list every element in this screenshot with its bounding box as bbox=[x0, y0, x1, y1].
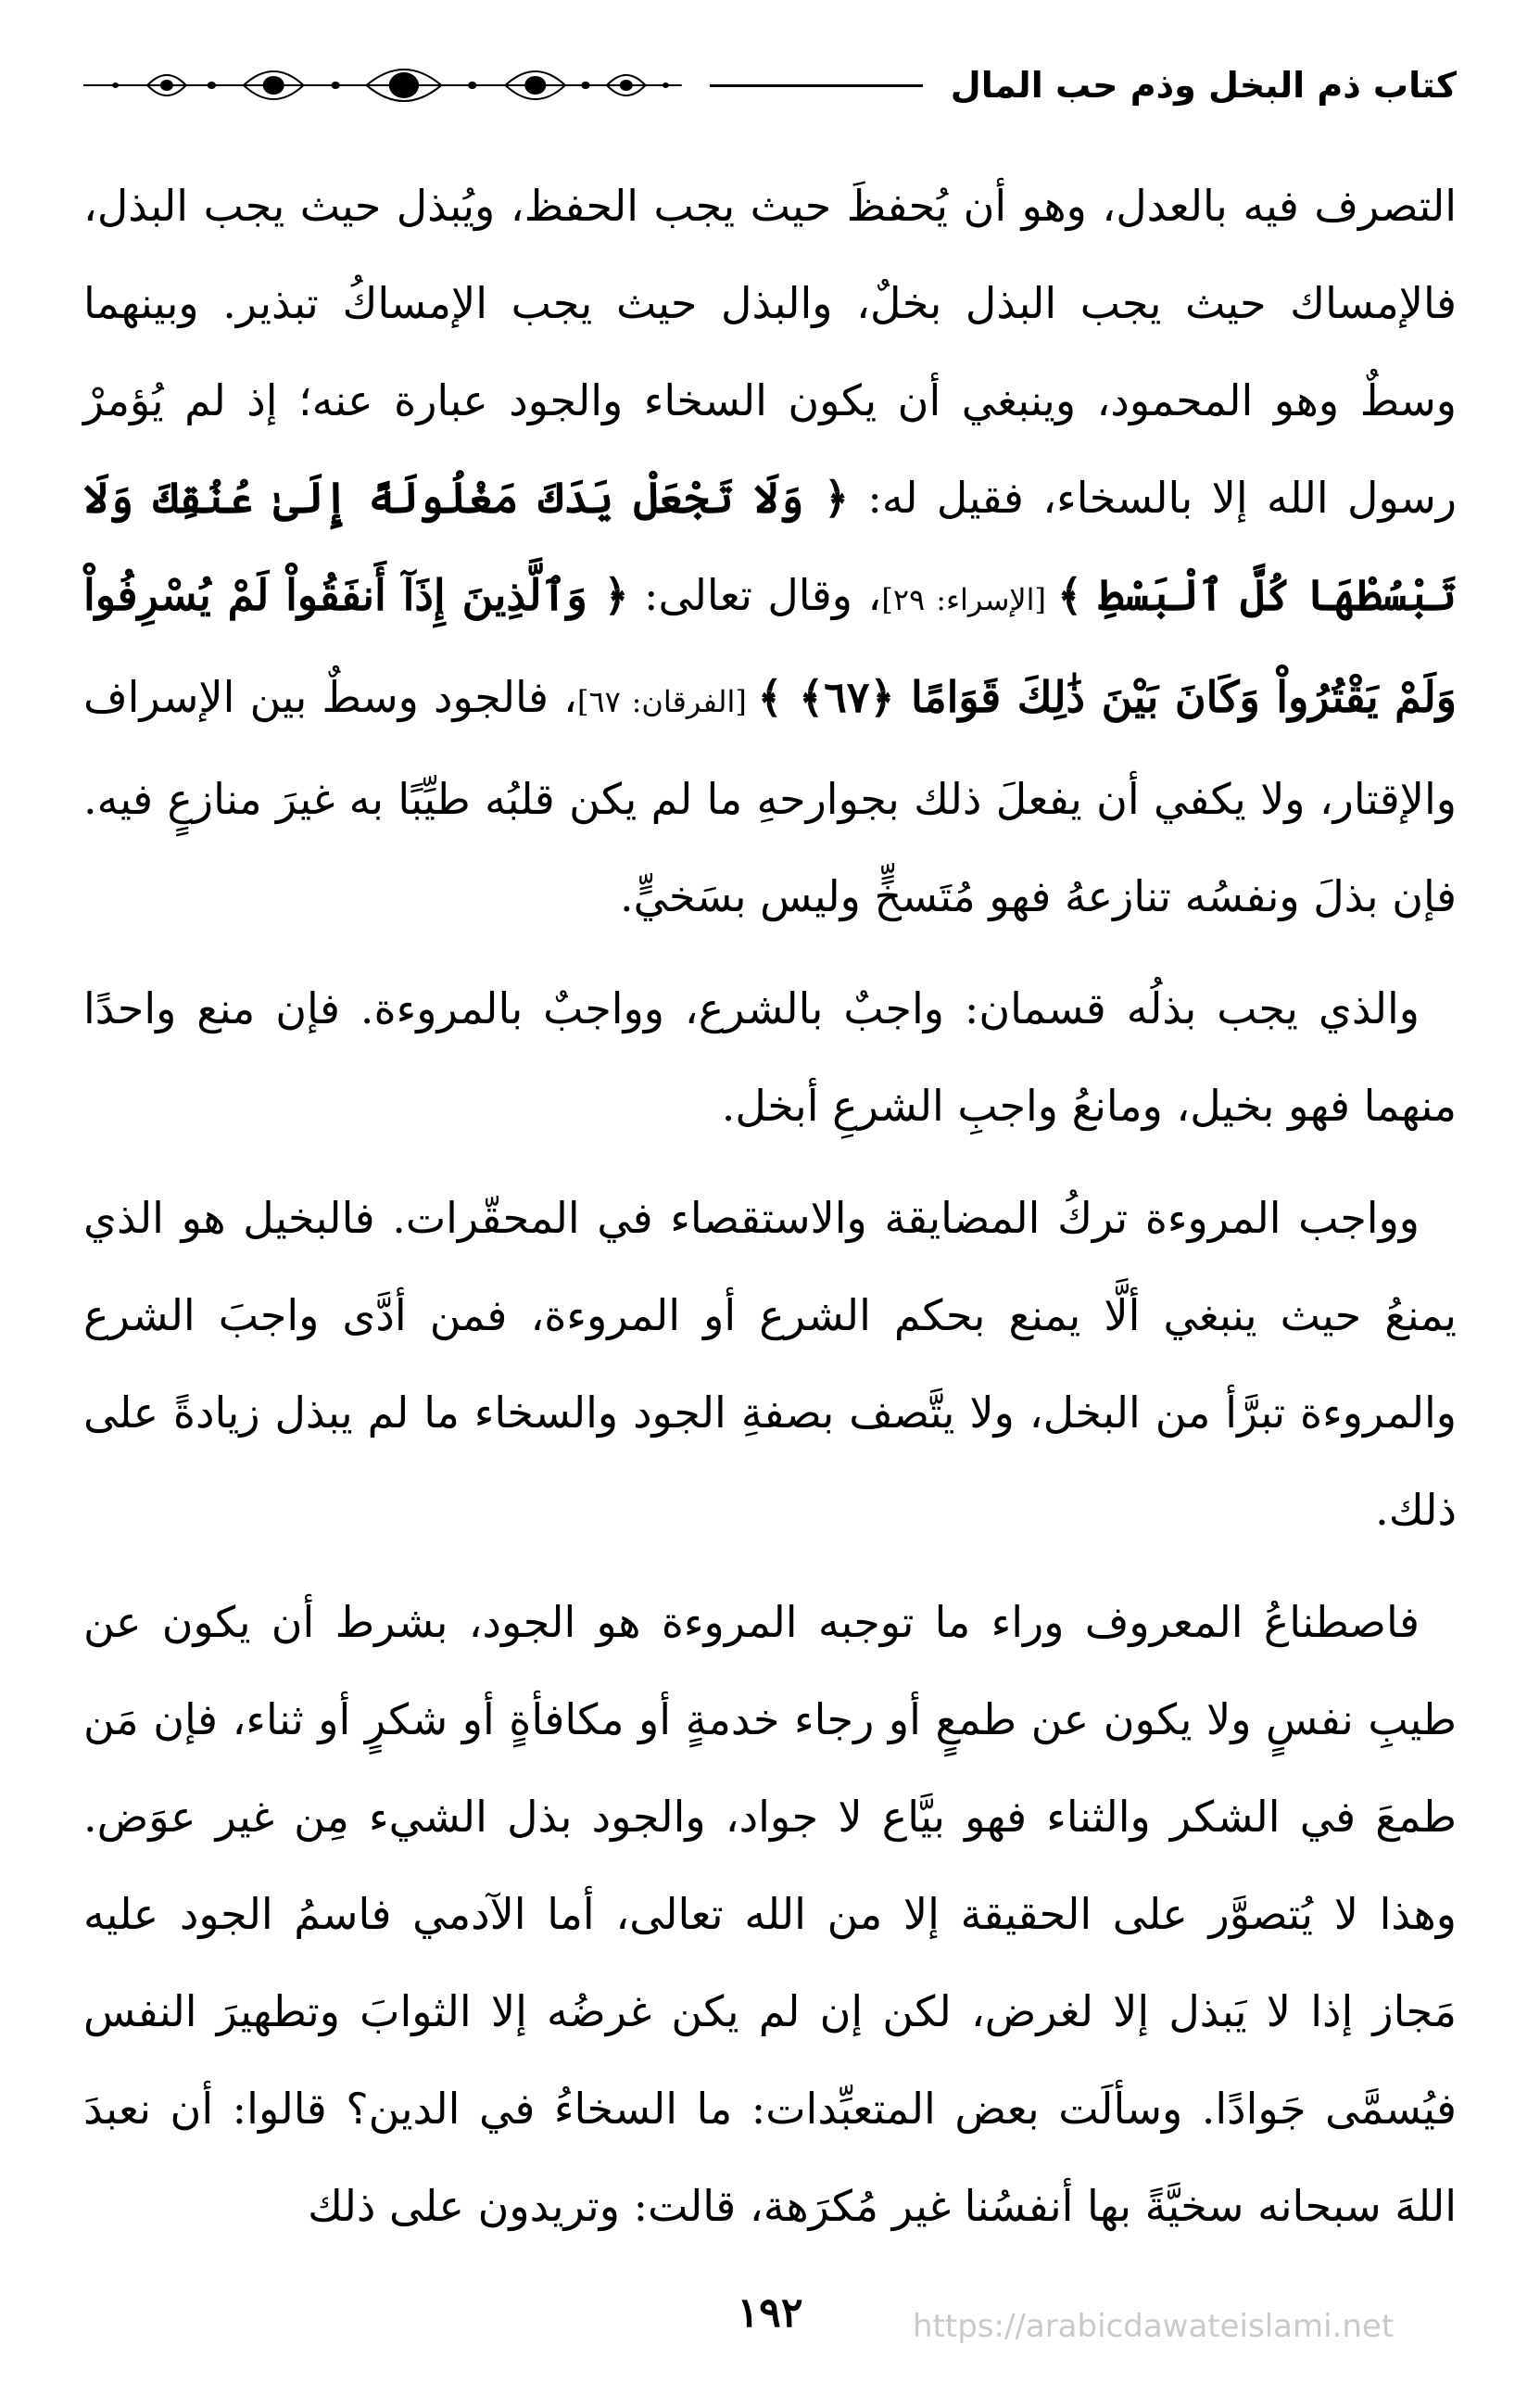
paragraph-3 bbox=[83, 1170, 1457, 1559]
book-title: كتاب ذم البخل وذم حب المال bbox=[950, 65, 1457, 106]
running-header bbox=[83, 48, 1457, 122]
text-run: فاصطناعُ المعروف وراء ما توجبه المروءة هو الجود، بشرط أن يكون عن طيبِ نفسٍ ولا يكون عن طمعٍ أو رجاء خدمةٍ أو مكافأةٍ أو شكرٍ أو ثناء، فإن مَن طمعَ في الشكر والثناء فهو بيَّاع لا جواد، والجود بذل الشيء مِن غير عوَض. وهذا لا يُتصوَّر على الحقيقة إلا من الله تعالى، أما الآدمي فاسمُ الجود عليه مَجاز إذا لا يَبذل إلا لغرض، لكن إن لم يكن غرضُه إلا الثوابَ وتطهيرَ النفس فيُسمَّى جَوادًا. وسألَت بعض المتعبِّدات: ما السخاءُ في الدين؟ قالوا: أن نعبدَ اللهَ سبحانه سخيَّةً بها أنفسُنا غير مُكرَهة، قالت: وتريدون على ذلك bbox=[83, 1597, 1457, 2231]
text-run: وواجب المروءة تركُ المضايقة والاستقصاء في المحقّرات. فالبخيل هو الذي يمنعُ حيث ينبغي ألَّا يمنع بحكم الشرع أو المروءة، فمن أدَّى واجبَ الشرع والمروءة تبرَّأ من البخل، ولا يتَّصف بصفةِ الجود والسخاء ما لم يبذل زيادةً على ذلك. bbox=[83, 1193, 1457, 1535]
quran-verse: ﴿ وَٱلَّذِينَ إِذَآ أَنفَقُواْ لَمْ يُسْرِفُواْ وَلَمْ يَقْتُرُواْ وَكَانَ بَيْنَ ذَٰلِكَ قَوَامًا ﴿٦٧﴾ ﴾ bbox=[83, 570, 1458, 722]
page-footer bbox=[0, 2289, 1540, 2345]
text-run: ، وقال تعالى: bbox=[628, 570, 882, 620]
text-run: ، فالجود وسطٌ بين الإسراف والإقتار، ولا يكفي أن يفعلَ ذلك بجوارحهِ ما لم يكن قلبُه طيِّبًا به غيرَ منازعٍ فيه. فإن بذلَ ونفسُه تنازعهُ فهو مُتَسخٍّ وليس بسَخيٍّ. bbox=[83, 672, 1457, 921]
main-text bbox=[83, 158, 1457, 2255]
paragraph-2 bbox=[83, 960, 1457, 1155]
quran-verse: ﴿ وَلَا تَجْعَلْ يَدَكَ مَغْلُولَةً إِلَىٰ عُنُقِكَ وَلَا تَبْسُطْهَا كُلَّ ٱلْبَسْطِ ﴾ bbox=[83, 473, 1458, 620]
verse-citation: [الإسراء: ٢٩] bbox=[881, 582, 1058, 617]
header-ornament-icon bbox=[83, 48, 682, 122]
paragraph-4 bbox=[83, 1574, 1457, 2255]
text-run: والذي يجب بذلُه قسمان: واجبٌ بالشرع، وواجبٌ بالمروءة. فإن منع واحدًا منهما فهو بخيل، ومانعُ واجبِ الشرعِ أبخل. bbox=[83, 983, 1457, 1131]
page-number: ١٩٢ bbox=[737, 2289, 803, 2337]
verse-citation: [الفرقان: ٦٧] bbox=[577, 684, 758, 719]
watermark-url: https://arabicdawateislami.net bbox=[913, 2308, 1395, 2345]
text-run: التصرف فيه بالعدل، وهو أن يُحفظَ حيث يجب الحفظ، ويُبذل حيث يجب البذل، فالإمساك حيث يجب البذل بخلٌ، والبذل حيث يجب الإمساكُ تبذير. وبينهما وسطٌ وهو المحمود، وينبغي أن يكون السخاء والجود عبارة عنه؛ إذ لم يُؤمرْ رسول الله إلا بالسخاء، فقيل له: bbox=[83, 181, 1457, 523]
header-rule bbox=[710, 84, 923, 87]
paragraph-1 bbox=[83, 158, 1457, 945]
